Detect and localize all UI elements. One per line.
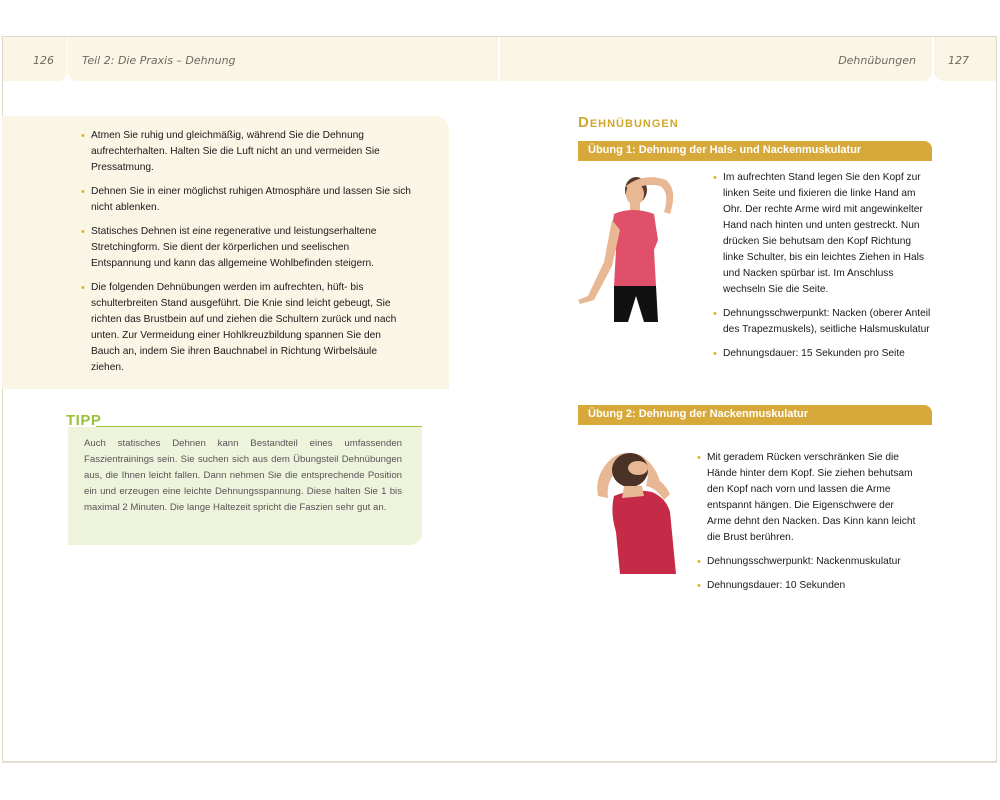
right-running-header xyxy=(500,37,932,81)
info-bullet-list xyxy=(82,128,412,384)
list-item: • Mit geradem Rücken verschränken Sie die Hände hinter dem Kopf. Sie ziehen behutsam den Kopf nach vorn und lassen die Arme entspannt hängen. Die Eigenschwere der Arme dehnt den Nacken. Das Kinn kann leicht die Brust berühren. xyxy=(698,450,920,546)
list-item: • Statisches Dehnen ist eine regenerative und leistungserhaltene Stretchingform. Sie dient der körperlichen und seelischen Entspannung und kann das allgemeine Wohlbefinden steigern. xyxy=(82,224,412,272)
list-item: • Dehnungsdauer: 10 Sekunden xyxy=(698,578,920,594)
left-page-number-tab xyxy=(3,37,68,81)
list-item: • Dehnungsschwerpunkt: Nacken (oberer Anteil des Trapezmuskels), seitliche Halsmuskulatur xyxy=(714,306,934,338)
exercise-1-title-bar xyxy=(578,141,932,161)
exercise-2-title-bar xyxy=(578,405,932,425)
exercise-2-photo xyxy=(590,442,684,574)
right-running-title: Dehnübungen xyxy=(838,54,916,67)
exercise-1-title: Übung 1: Dehnung der Hals- und Nackenmuskulatur xyxy=(588,144,862,156)
list-item: • Dehnungsdauer: 15 Sekunden pro Seite xyxy=(714,346,934,362)
exercise-2-title: Übung 2: Dehnung der Nackenmuskulatur xyxy=(588,408,809,420)
right-page-number: 127 xyxy=(948,54,969,67)
exercise-1-photo xyxy=(574,170,684,325)
list-item: • Im aufrechten Stand legen Sie den Kopf zur linken Seite und fixieren die linke Hand am Ohr. Der rechte Arme wird mit angewinkelter Hand nach hinten und unten gestreckt. Nun drücken Sie behutsam den Kopf Richtung linke Schulter, bis ein leichtes Ziehen in Hals und Nacken spürbar ist. Im Anschluss wechseln Sie die Seite. xyxy=(714,170,934,298)
list-item: • Dehnen Sie in einer möglichst ruhigen Atmosphäre und lassen Sie sich nicht ablenken. xyxy=(82,184,412,216)
right-page-number-tab xyxy=(934,37,996,81)
left-running-header xyxy=(68,37,498,81)
left-running-title: Teil 2: Die Praxis – Dehnung xyxy=(82,54,236,67)
list-item: • Die folgenden Dehnübungen werden im aufrechten, hüft- bis schulterbreiten Stand ausgeführt. Die Knie sind leicht gebeugt, Sie richten das Brustbein auf und ziehen die Schultern zurück und nach unten. Zur Vermeidung einer Hohlkreuzbildung spannen Sie den Bauch an, indem Sie ihren Bauchnabel in Richtung Wirbelsäule ziehen. xyxy=(82,280,412,376)
exercise-2-bullet-list xyxy=(698,450,920,602)
list-item: • Dehnungsschwerpunkt: Nackenmuskulatur xyxy=(698,554,920,570)
left-page-number: 126 xyxy=(33,54,54,67)
exercise-1-bullet-list xyxy=(714,170,934,370)
list-item: • Atmen Sie ruhig und gleichmäßig, während Sie die Dehnung aufrechterhalten. Halten Sie die Luft nicht an und vermeiden Sie Pressatmung. xyxy=(82,128,412,176)
tipp-divider xyxy=(96,426,422,427)
section-title: Dehnübungen xyxy=(578,114,679,131)
page-bottom-edge xyxy=(2,762,997,763)
tipp-text: Auch statisches Dehnen kann Bestandteil eines umfassenden Faszientrainings sein. Sie suchen sich aus dem Übungsteil Dehnübungen aus, die Ihnen leicht fallen. Dann nehmen Sie die entsprechende Position ein und erzeugen eine leichte Dehnungsspannung. Diese halten Sie 1 bis maximal 2 Minuten. Die lange Haltezeit spricht die Faszien sehr gut an. xyxy=(84,438,402,513)
tipp-heading: TIPP xyxy=(66,412,102,429)
